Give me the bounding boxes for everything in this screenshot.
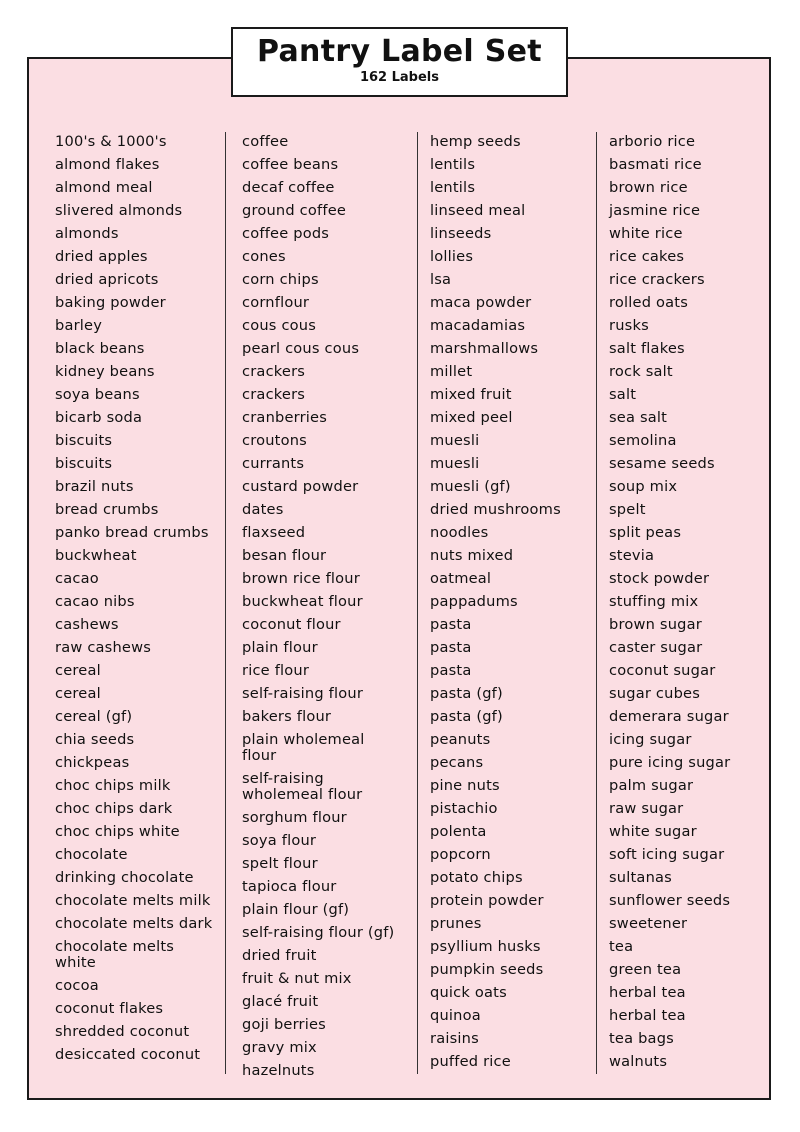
list-item: pecans [430, 753, 484, 771]
column-divider [596, 132, 597, 1074]
list-item: muesli [430, 454, 480, 472]
list-item: prunes [430, 914, 482, 932]
list-item: sunflower seeds [609, 891, 731, 909]
list-item: brazil nuts [55, 477, 134, 495]
list-item: drinking chocolate [55, 868, 194, 886]
list-item: spelt flour [242, 854, 318, 872]
list-item: self-raising wholemeal flour [242, 769, 363, 803]
list-item: mixed peel [430, 408, 513, 426]
list-item: goji berries [242, 1015, 326, 1033]
list-item: cereal (gf) [55, 707, 133, 725]
list-item: currants [242, 454, 305, 472]
list-item: kidney beans [55, 362, 155, 380]
list-item: protein powder [430, 891, 544, 909]
list-item: besan flour [242, 546, 327, 564]
list-item: pumpkin seeds [430, 960, 544, 978]
list-item: lsa [430, 270, 452, 288]
list-item: self-raising flour (gf) [242, 923, 395, 941]
list-item: coffee pods [242, 224, 330, 242]
list-item: sultanas [609, 868, 672, 886]
list-item: soya flour [242, 831, 317, 849]
list-item: noodles [430, 523, 489, 541]
list-item: pappadums [430, 592, 518, 610]
list-item: bicarb soda [55, 408, 143, 426]
list-item: polenta [430, 822, 487, 840]
list-item: rice cakes [609, 247, 685, 265]
list-item: gravy mix [242, 1038, 317, 1056]
list-item: rock salt [609, 362, 673, 380]
list-item: almond flakes [55, 155, 160, 173]
list-item: rice crackers [609, 270, 705, 288]
list-item: raw sugar [609, 799, 684, 817]
list-item: coconut flakes [55, 999, 164, 1017]
list-item: plain wholemeal flour [242, 730, 365, 764]
list-item: herbal tea [609, 1006, 686, 1024]
list-item: semolina [609, 431, 677, 449]
list-item: pine nuts [430, 776, 500, 794]
list-item: sea salt [609, 408, 668, 426]
list-item: psyllium husks [430, 937, 541, 955]
list-item: puffed rice [430, 1052, 511, 1070]
list-item: pasta (gf) [430, 707, 503, 725]
list-item: panko bread crumbs [55, 523, 209, 541]
list-item: demerara sugar [609, 707, 729, 725]
list-item: cones [242, 247, 286, 265]
list-item: pasta [430, 615, 472, 633]
list-item: hazelnuts [242, 1061, 315, 1079]
list-item: salt flakes [609, 339, 685, 357]
list-item: sesame seeds [609, 454, 715, 472]
list-item: choc chips milk [55, 776, 171, 794]
list-item: bread crumbs [55, 500, 159, 518]
list-item: cacao nibs [55, 592, 135, 610]
list-item: raw cashews [55, 638, 152, 656]
list-item: biscuits [55, 431, 113, 449]
list-item: coconut sugar [609, 661, 716, 679]
list-item: salt [609, 385, 637, 403]
list-item: hemp seeds [430, 132, 521, 150]
list-item: soup mix [609, 477, 678, 495]
list-item: coffee beans [242, 155, 339, 173]
list-item: palm sugar [609, 776, 694, 794]
list-item: soya beans [55, 385, 140, 403]
label-column-1 [55, 130, 212, 1066]
list-item: self-raising flour [242, 684, 364, 702]
list-item: bakers flour [242, 707, 332, 725]
list-item: 100's & 1000's [55, 132, 167, 150]
list-item: coffee [242, 132, 289, 150]
list-item: dried mushrooms [430, 500, 561, 518]
list-item: quick oats [430, 983, 507, 1001]
list-item: glacé fruit [242, 992, 319, 1010]
title-box [231, 27, 568, 97]
list-item: tea [609, 937, 634, 955]
list-item: white sugar [609, 822, 697, 840]
list-item: chocolate melts white [55, 937, 175, 971]
list-item: pure icing sugar [609, 753, 731, 771]
column-divider [225, 132, 226, 1074]
column-divider [417, 132, 418, 1074]
list-item: desiccated coconut [55, 1045, 201, 1063]
list-item: chocolate melts milk [55, 891, 211, 909]
list-item: stuffing mix [609, 592, 699, 610]
list-item: pasta [430, 661, 472, 679]
list-item: tea bags [609, 1029, 674, 1047]
list-item: pasta [430, 638, 472, 656]
list-item: marshmallows [430, 339, 539, 357]
list-item: almonds [55, 224, 119, 242]
list-item: sorghum flour [242, 808, 347, 826]
list-item: barley [55, 316, 103, 334]
list-item: cocoa [55, 976, 99, 994]
list-item: crackers [242, 362, 306, 380]
list-item: sugar cubes [609, 684, 701, 702]
list-item: dates [242, 500, 284, 518]
list-item: lollies [430, 247, 474, 265]
list-item: oatmeal [430, 569, 492, 587]
label-column-3 [430, 130, 561, 1073]
list-item: chocolate [55, 845, 128, 863]
page-title: Pantry Label Set [257, 34, 542, 69]
list-item: stevia [609, 546, 655, 564]
list-item: caster sugar [609, 638, 703, 656]
list-item: herbal tea [609, 983, 686, 1001]
list-item: muesli [430, 431, 480, 449]
list-item: biscuits [55, 454, 113, 472]
list-item: chocolate melts dark [55, 914, 213, 932]
list-item: brown rice flour [242, 569, 360, 587]
list-item: baking powder [55, 293, 166, 311]
list-item: quinoa [430, 1006, 481, 1024]
list-item: rice flour [242, 661, 310, 679]
list-item: millet [430, 362, 473, 380]
list-item: cashews [55, 615, 119, 633]
list-item: spelt [609, 500, 646, 518]
label-count: 162 Labels [359, 70, 440, 85]
list-item: basmati rice [609, 155, 702, 173]
list-item: ground coffee [242, 201, 347, 219]
list-item: mixed fruit [430, 385, 512, 403]
list-item: cacao [55, 569, 99, 587]
list-item: popcorn [430, 845, 491, 863]
list-item: lentils [430, 178, 476, 196]
list-item: dried apples [55, 247, 148, 265]
list-item: cornflour [242, 293, 310, 311]
list-item: lentils [430, 155, 476, 173]
list-item: macadamias [430, 316, 526, 334]
list-item: walnuts [609, 1052, 668, 1070]
list-item: soft icing sugar [609, 845, 725, 863]
list-item: dried fruit [242, 946, 317, 964]
list-item: corn chips [242, 270, 319, 288]
list-item: fruit & nut mix [242, 969, 352, 987]
list-item: choc chips white [55, 822, 180, 840]
list-item: cous cous [242, 316, 317, 334]
list-item: arborio rice [609, 132, 696, 150]
list-item: buckwheat flour [242, 592, 363, 610]
list-item: black beans [55, 339, 145, 357]
list-item: pasta (gf) [430, 684, 503, 702]
list-item: brown sugar [609, 615, 702, 633]
list-item: tapioca flour [242, 877, 337, 895]
list-item: chia seeds [55, 730, 135, 748]
list-item: cranberries [242, 408, 328, 426]
list-item: split peas [609, 523, 682, 541]
list-item: raisins [430, 1029, 479, 1047]
list-item: custard powder [242, 477, 359, 495]
list-item: icing sugar [609, 730, 692, 748]
list-item: buckwheat [55, 546, 137, 564]
list-item: plain flour [242, 638, 318, 656]
list-item: almond meal [55, 178, 153, 196]
list-item: cereal [55, 684, 101, 702]
list-item: croutons [242, 431, 307, 449]
list-item: chickpeas [55, 753, 130, 771]
list-item: linseeds [430, 224, 492, 242]
list-item: plain flour (gf) [242, 900, 350, 918]
list-item: pearl cous cous [242, 339, 360, 357]
list-item: coconut flour [242, 615, 341, 633]
list-item: sweetener [609, 914, 688, 932]
list-item: cereal [55, 661, 101, 679]
list-item: nuts mixed [430, 546, 514, 564]
list-item: potato chips [430, 868, 523, 886]
list-item: rusks [609, 316, 649, 334]
list-item: dried apricots [55, 270, 159, 288]
list-item: flaxseed [242, 523, 306, 541]
list-item: jasmine rice [609, 201, 701, 219]
list-item: brown rice [609, 178, 688, 196]
list-item: decaf coffee [242, 178, 335, 196]
list-item: slivered almonds [55, 201, 183, 219]
list-item: green tea [609, 960, 682, 978]
list-item: stock powder [609, 569, 710, 587]
label-column-2 [242, 130, 394, 1082]
list-item: shredded coconut [55, 1022, 190, 1040]
list-item: pistachio [430, 799, 498, 817]
list-item: linseed meal [430, 201, 526, 219]
list-item: choc chips dark [55, 799, 173, 817]
list-item: rolled oats [609, 293, 688, 311]
list-item: white rice [609, 224, 683, 242]
list-item: peanuts [430, 730, 491, 748]
list-item: crackers [242, 385, 306, 403]
list-item: maca powder [430, 293, 532, 311]
list-item: muesli (gf) [430, 477, 511, 495]
label-column-4 [609, 130, 730, 1073]
